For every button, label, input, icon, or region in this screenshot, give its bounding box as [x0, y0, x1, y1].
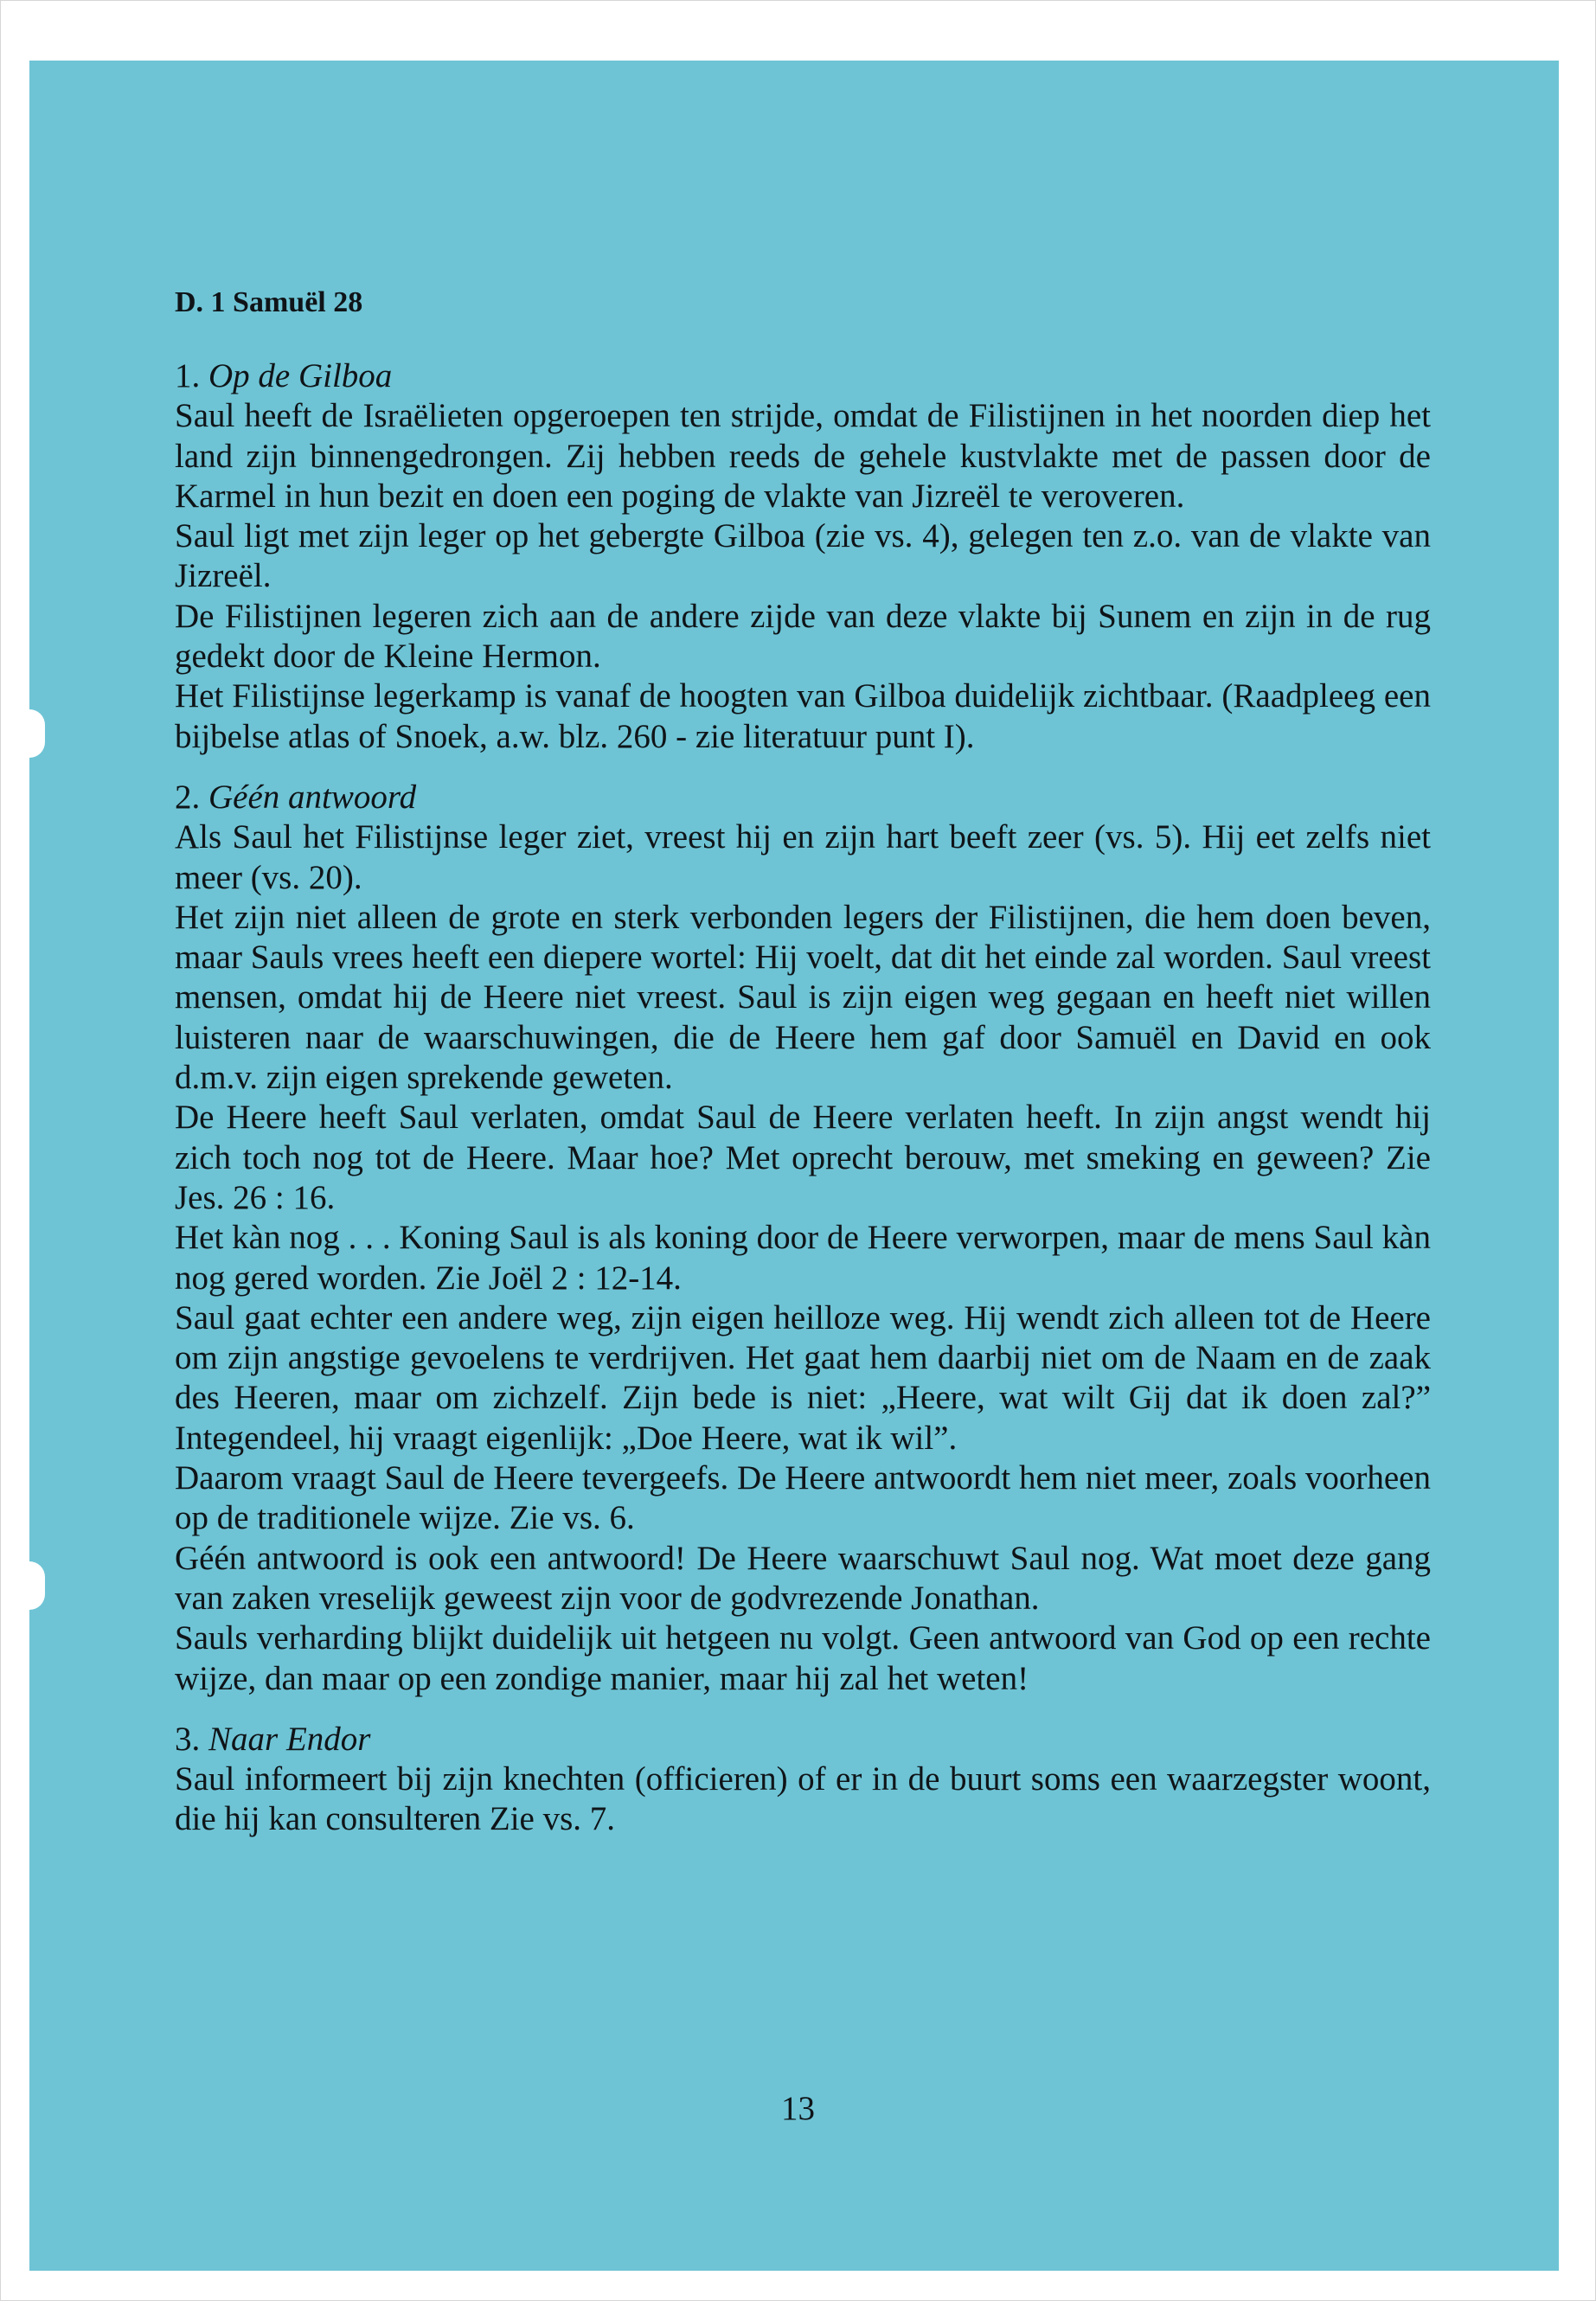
paragraph: Géén antwoord is ook een antwoord! De Heere waarschuwt Saul nog. Wat moet deze gang van zaken vreselijk geweest zijn voor de godvrezende Jonathan.	[175, 1539, 1431, 1617]
section-title	[175, 356, 1431, 396]
section-title-text: Naar Endor	[208, 1720, 371, 1758]
document-body	[175, 285, 1431, 1861]
section-op-de-gilboa	[175, 356, 1431, 757]
section-number: 2.	[175, 778, 201, 816]
page-number: 13	[781, 2090, 815, 2127]
paragraph: Het kàn nog . . . Koning Saul is als koning door de Heere verworpen, maar de mens Saul kàn nog gered worden. Zie Joël 2 : 12-14.	[175, 1219, 1431, 1297]
paragraph: Saul gaat echter een andere weg, zijn eigen heilloze weg. Hij wendt zich alleen tot de Heere om zijn angstige gevoelens te verdrijven. Het gaat hem daarbij niet om de Naam en de zaak des Heeren, maar om zichzelf. Zijn bede is niet: „Heere, wat wilt Gij dat ik doen zal?” Integendeel, hij vraagt eigenlijk: „Doe Heere, wat ik wil”.	[175, 1298, 1431, 1457]
paragraph: Het zijn niet alleen de grote en sterk verbonden legers der Filistijnen, die hem doen beven, maar Sauls vrees heeft een diepere wortel: Hij voelt, dat dit het einde zal worden. Saul vreest mensen, omdat hij de Heere niet vreest. Saul is zijn eigen weg gegaan en heeft niet willen luisteren naar de waarschuwingen, die de Heere hem gaf door Samuël en David en ook d.m.v. zijn eigen sprekende geweten.	[175, 898, 1431, 1097]
paragraph: Als Saul het Filistijnse leger ziet, vreest hij en zijn hart beeft zeer (vs. 5). Hij eet zelfs niet meer (vs. 20).	[175, 818, 1431, 896]
paragraph: Saul informeert bij zijn knechten (officieren) of er in de buurt soms een waarzegster woont, die hij kan consulteren Zie vs. 7.	[175, 1760, 1431, 1838]
paragraph: Saul ligt met zijn leger op het gebergte Gilboa (zie vs. 4), gelegen ten z.o. van de vlakte van Jizreël.	[175, 517, 1431, 595]
page-heading: D. 1 Samuël 28	[175, 286, 363, 318]
section-geen-antwoord	[175, 778, 1431, 1699]
paragraph: Saul heeft de Israëlieten opgeroepen ten strijde, omdat de Filistijnen in het noorden diep het land zijn binnengedrongen. Zij hebben reeds de gehele kustvlakte met de passen door de Karmel in hun bezit en doen een poging de vlakte van Jizreël te veroveren.	[175, 397, 1431, 515]
paragraph: De Filistijnen legeren zich aan de andere zijde van deze vlakte bij Sunem en zijn in de rug gedekt door de Kleine Hermon.	[175, 597, 1431, 676]
section-number: 1.	[175, 357, 201, 394]
section-title	[175, 1720, 1431, 1759]
paragraph: Het Filistijnse legerkamp is vanaf de hoogten van Gilboa duidelijk zichtbaar. (Raadpleeg een bijbelse atlas of Snoek, a.w. blz. 260 - zie literatuur punt I).	[175, 677, 1431, 755]
paragraph: De Heere heeft Saul verlaten, omdat Saul de Heere verlaten heeft. In zijn angst wendt hij zich toch nog tot de Heere. Maar hoe? Met oprecht berouw, met smeking en geween? Zie Jes. 26 : 16.	[175, 1099, 1431, 1216]
section-title-text: Op de Gilboa	[208, 357, 393, 394]
section-naar-endor	[175, 1720, 1431, 1840]
section-title	[175, 778, 1431, 817]
paragraph: Sauls verharding blijkt duidelijk uit hetgeen nu volgt. Geen antwoord van God op een rechte wijze, dan maar op een zondige manier, maar hij zal het weten!	[175, 1619, 1431, 1697]
paragraph: Daarom vraagt Saul de Heere tevergeefs. De Heere antwoordt hem niet meer, zoals voorheen op de traditionele wijze. Zie vs. 6.	[175, 1459, 1431, 1537]
section-number: 3.	[175, 1720, 201, 1758]
section-title-text: Géén antwoord	[208, 778, 417, 816]
